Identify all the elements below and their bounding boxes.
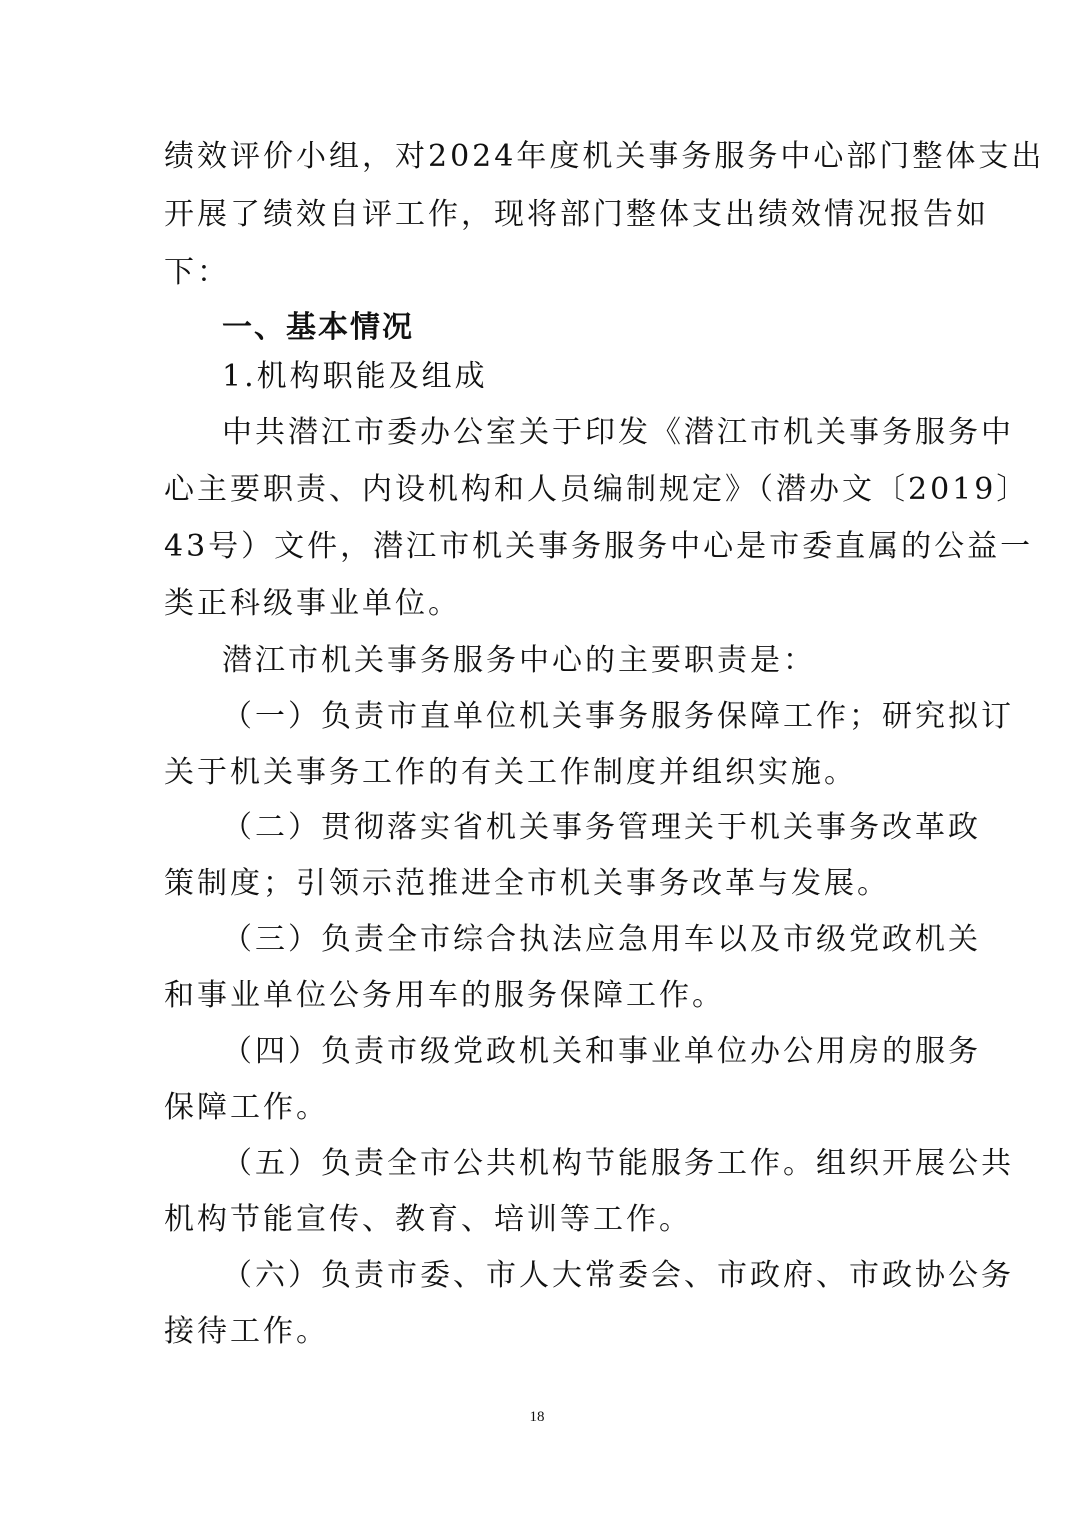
paragraph-line: 类正科级事业单位。 (164, 586, 461, 621)
list-item-line: 机构节能宣传、教育、培训等工作。 (164, 1202, 692, 1237)
section-heading: 一、基本情况 (222, 310, 414, 345)
list-item-line: 保障工作。 (164, 1090, 329, 1125)
list-item-line: 和事业单位公务用车的服务保障工作。 (164, 978, 725, 1013)
list-item-line: 关于机关事务工作的有关工作制度并组织实施。 (164, 755, 857, 790)
list-item-line: 策制度；引领示范推进全市机关事务改革与发展。 (164, 866, 890, 901)
subsection-heading: 1.机构职能及组成 (222, 359, 488, 394)
list-item-line: （三）负责全市综合执法应急用车以及市级党政机关 (222, 922, 981, 957)
list-item-line: （五）负责全市公共机构节能服务工作。组织开展公共 (222, 1146, 1014, 1181)
list-item-line: （四）负责市级党政机关和事业单位办公用房的服务 (222, 1034, 981, 1069)
paragraph-line: 潜江市机关事务服务中心的主要职责是： (222, 643, 816, 678)
list-item-line: 接待工作。 (164, 1314, 329, 1349)
paragraph-line: 下： (164, 255, 230, 290)
paragraph-line: 心主要职责、内设机构和人员编制规定》（潜办文〔2019〕 (164, 472, 1030, 507)
list-item-line: （一）负责市直单位机关事务服务保障工作；研究拟订 (222, 699, 1014, 734)
paragraph-line: 绩效评价小组，对2024年度机关事务服务中心部门整体支出 (164, 139, 1045, 174)
list-item-line: （六）负责市委、市人大常委会、市政府、市政协公务 (222, 1258, 1014, 1293)
paragraph-line: 43号）文件，潜江市机关事务服务中心是市委直属的公益一 (164, 529, 1034, 564)
paragraph-line: 中共潜江市委办公室关于印发《潜江市机关事务服务中 (222, 415, 1014, 450)
list-item-line: （二）贯彻落实省机关事务管理关于机关事务改革政 (222, 810, 981, 845)
page-number: 18 (529, 1409, 545, 1425)
paragraph-line: 开展了绩效自评工作，现将部门整体支出绩效情况报告如 (164, 197, 989, 232)
